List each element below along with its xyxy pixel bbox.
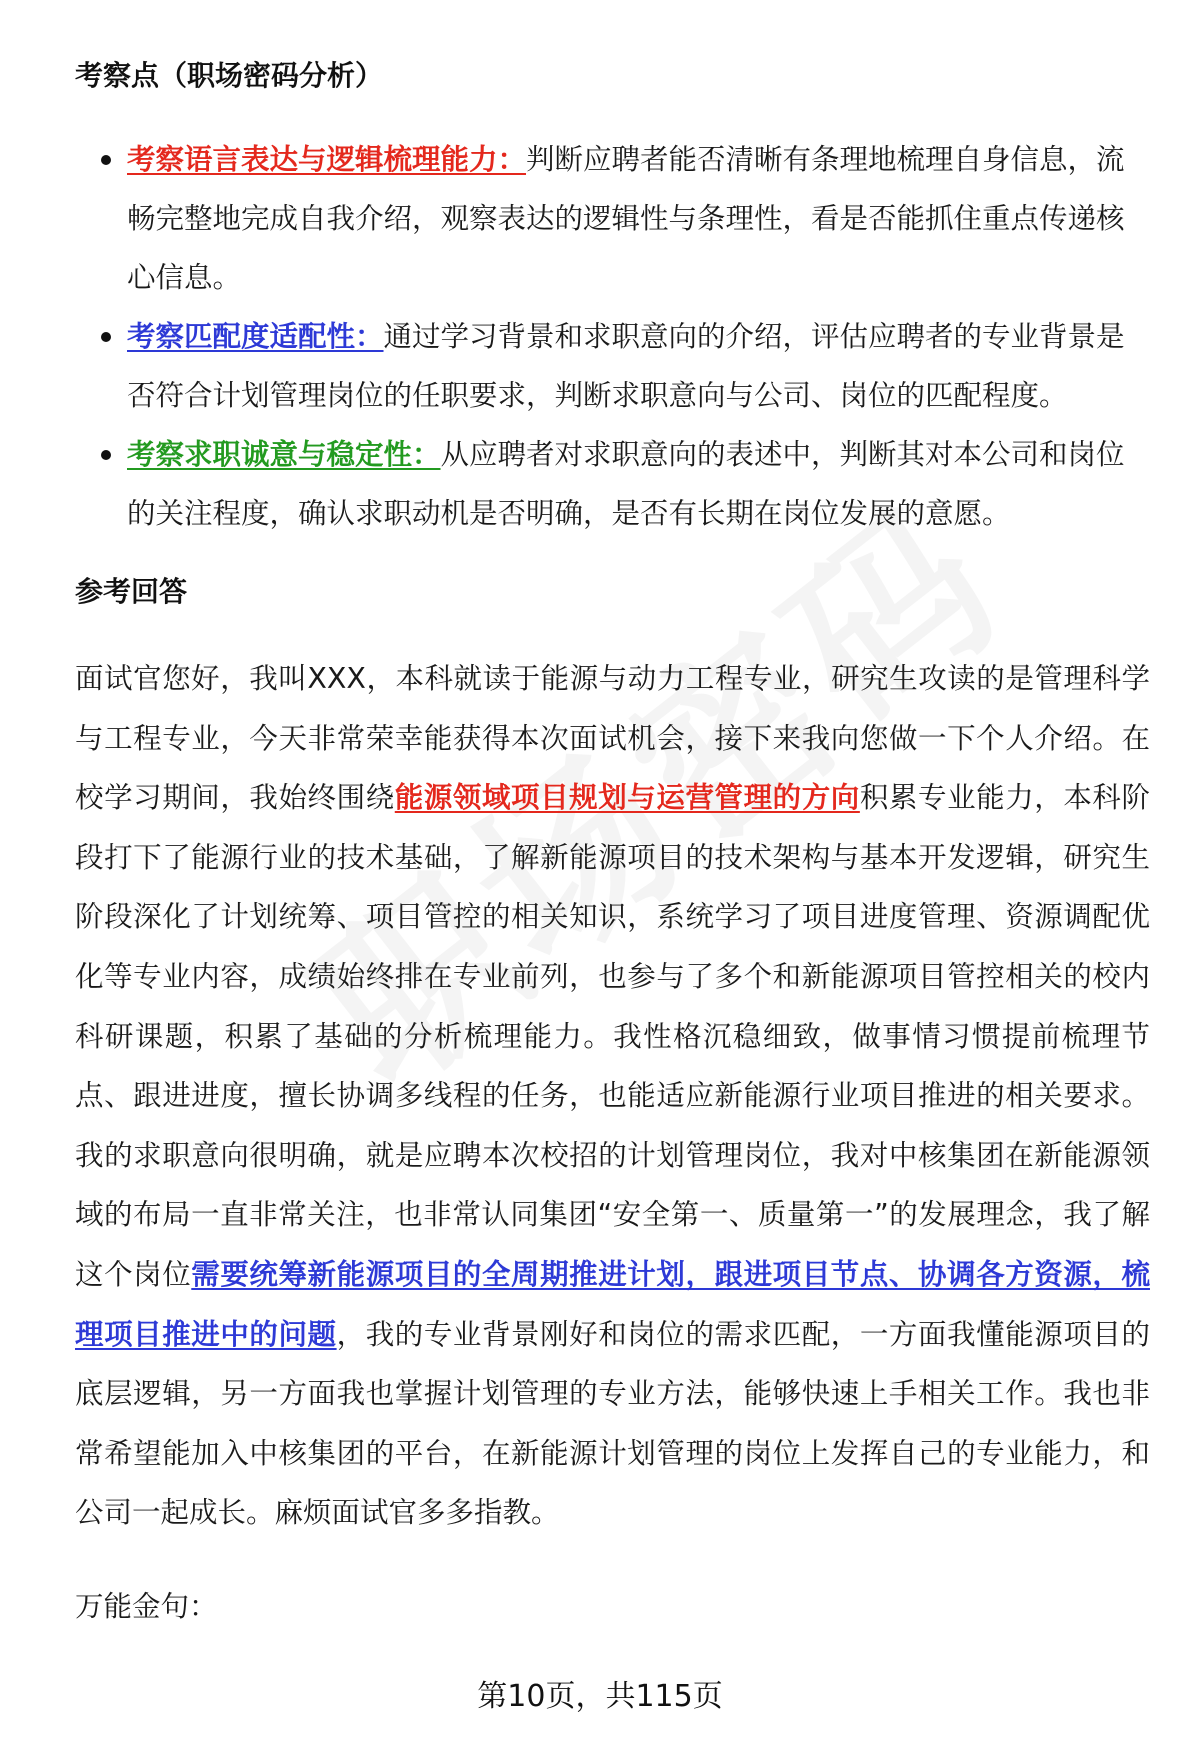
page-number: 第10页，共115页 [477, 1679, 723, 1714]
point-label: 考察匹配度适配性： [127, 320, 384, 353]
answer-text: 面试官您好，我叫XXX，本科就读于能源与动力工程专业，研究生攻读的是管理科学与工程专业，今天非常荣幸能获得本次面试机会，接下来我向您做一下个人介绍。在校学习期间，我始终围绕 [75, 662, 1150, 815]
evaluation-points-list [75, 130, 1150, 543]
list-item [75, 307, 1150, 425]
reference-answer-paragraph [75, 649, 1150, 1543]
section-title-evaluation: 考察点（职场密码分析） [75, 59, 384, 92]
answer-text: ，我的专业背景刚好和岗位的需求匹配，一方面我懂能源项目的底层逻辑，另一方面我也掌握计划管理的专业方法，能够快速上手相关工作。我也非常希望能加入中核集团的平台，在新能源计划管理的岗位上发挥自己的专业能力，和公司一起成长。麻烦面试官多多指教。 [75, 1317, 1150, 1530]
point-label: 考察语言表达与逻辑梳理能力： [127, 143, 527, 176]
point-text: 通过学习背景和求职意向的介绍，评估应聘者的专业背景是否符合计划管理岗位的任职要求，判断求职意向与公司、岗位的匹配程度。 [127, 320, 1125, 412]
list-item [75, 130, 1150, 307]
list-item [75, 425, 1150, 543]
point-text: 判断应聘者能否清晰有条理地梳理自身信息，流畅完整地完成自我介绍，观察表达的逻辑性与条理性，看是否能抓住重点传递核心信息。 [127, 143, 1125, 294]
point-label: 考察求职诚意与稳定性： [127, 438, 441, 471]
section-title-reference-answer: 参考回答 [75, 575, 188, 608]
bullet-icon [101, 332, 111, 342]
bullet-icon [101, 450, 111, 460]
answer-highlight-blue: 需要统筹新能源项目的全周期推进计划，跟进项目节点、协调各方资源，梳理项目推进中的问题 [75, 1257, 1150, 1351]
point-text: 从应聘者对求职意向的表述中，判断其对本公司和岗位的关注程度，确认求职动机是否明确，是否有长期在岗位发展的意愿。 [127, 438, 1125, 530]
answer-highlight-red: 能源领域项目规划与运营管理的方向 [394, 781, 860, 815]
answer-text: 积累专业能力，本科阶段打下了能源行业的技术基础，了解新能源项目的技术架构与基本开发逻辑，研究生阶段深化了计划统筹、项目管控的相关知识，系统学习了项目进度管理、资源调配优化等专业内容，成绩始终排在专业前列，也参与了多个和新能源项目管控相关的校内科研课题，积累了基础的分析梳理能力。我性格沉稳细致，做事情习惯提前梳理节点、跟进进度，擅长协调多线程的任务，也能适应新能源行业项目推进的相关要求。我的求职意向很明确，就是应聘本次校招的计划管理岗位，我对中核集团在新能源领域的布局一直非常关注，也非常认同集团“安全第一、质量第一”的发展理念，我了解这个岗位 [75, 781, 1150, 1291]
bullet-icon [101, 155, 111, 165]
golden-sentence-label: 万能金句： [75, 1590, 218, 1623]
